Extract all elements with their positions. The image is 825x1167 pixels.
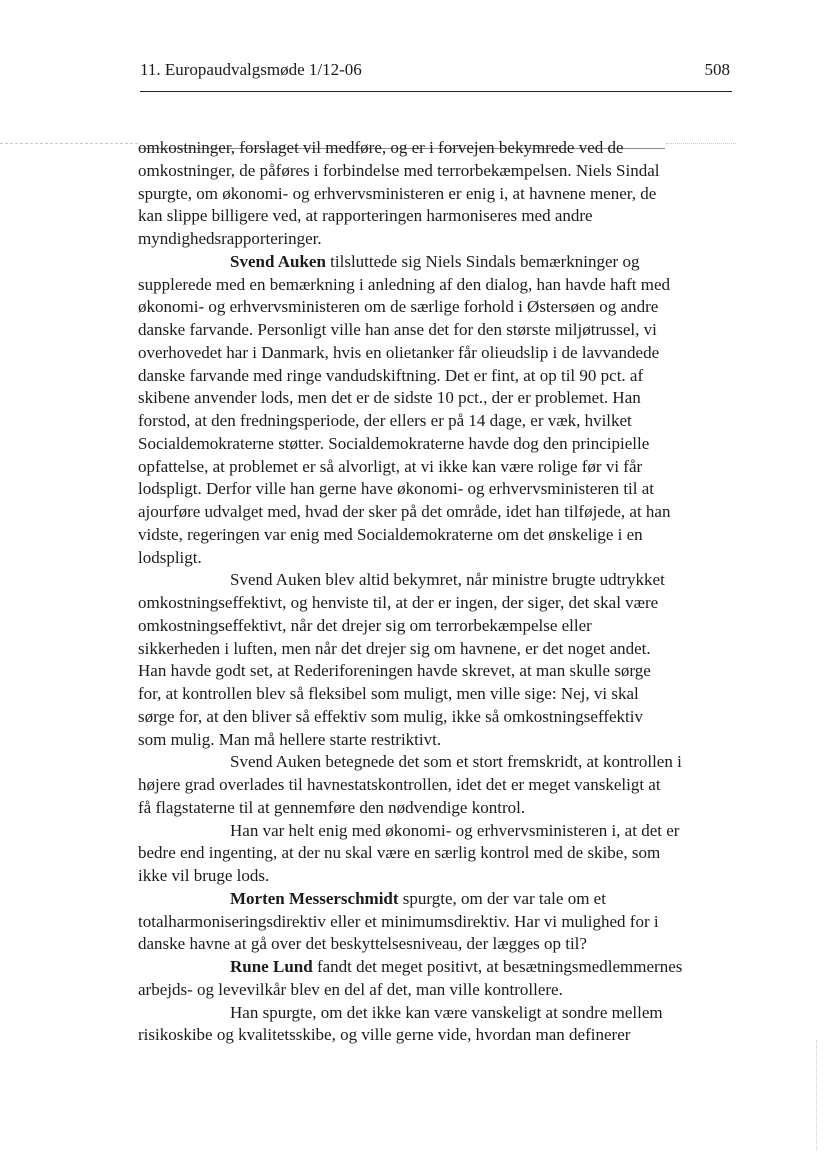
text-line: myndighedsrapporteringer. [138,229,322,248]
speaker-name: Morten Messerschmidt [230,888,399,908]
text-line: sørge for, at den bliver så effektiv som mulig, ikke så omkostningseffektiv [138,706,643,726]
text-line: som mulig. Man må hellere starte restriktivt. [138,729,442,749]
body-text [138,137,732,1047]
paragraph-first-line: Han spurgte, om det ikke kan være vanskeligt at sondre mellem [230,1002,663,1022]
text-line: totalharmoniseringsdirektiv eller et minimumsdirektiv. Har vi mulighed for i [138,911,659,931]
text-line: økonomi- og erhvervsministeren om de særlige forhold i Østersøen og andre [138,297,659,317]
text-line: ikke vil bruge lods. [138,866,270,885]
text-line: vidste, regeringen var enig med Socialdemokraterne om det ønskelige i en [138,524,643,544]
paragraph-text: fandt det meget positivt, at besætningsmedlemmernes [312,957,683,976]
text-line: omkostninger, forslaget vil medføre, og er i forvejen bekymrede ved de [138,138,624,157]
paragraph-first-line: Han var helt enig med økonomi- og erhvervsministeren i, at det er [230,820,680,840]
paragraph-text: tilsluttede sig Niels Sindals bemærkninger og [325,251,640,271]
text-line: omkostninger, de påføres i forbindelse med terrorbekæmpelsen. Niels Sindal [138,160,660,180]
page-number: 508 [704,60,730,79]
text-line: opfattelse, at problemet er så alvorligt, at vi ikke kan være rolige før vi får [138,456,643,476]
running-header-title: 11. Europaudvalgsmøde 1/12-06 [140,60,362,79]
text-line: lodspligt. Derfor ville han gerne have økonomi- og erhvervsministeren til at [138,479,655,499]
text-line: skibene anvender lods, men det er de sidste 10 pct., der er problemet. Han [138,388,641,408]
text-line: sikkerheden i luften, men når det drejer sig om havnene, er det noget andet. [138,638,651,658]
text-line: få flagstaterne til at gennemføre den nødvendige kontrol. [138,797,526,817]
text-line: for, at kontrollen blev så fleksibel som muligt, men ville sige: Nej, vi skal [138,684,639,703]
text-line: omkostningseffektivt, og henviste til, at der er ingen, der siger, det skal være [138,593,659,612]
text-line: arbejds- og levevilkår blev en del af det, man ville kontrollere. [138,979,563,999]
text-line: risikoskibe og kvalitetsskibe, og ville gerne vide, hvordan man definerer [138,1025,631,1045]
text-line: spurgte, om økonomi- og erhvervsministeren er enig i, at havnene mener, de [138,183,657,203]
text-line: ajourføre udvalget med, hvad der sker på det område, idet han tilføjede, at han [138,502,671,521]
text-line: supplerede med en bemærkning i anledning af den dialog, han havde haft med [138,274,671,294]
header-rule [140,91,732,92]
text-line: danske farvande. Personligt ville han anse det for den største miljøtrussel, vi [138,320,657,339]
text-line: lodspligt. [138,547,202,567]
text-line: kan slippe billigere ved, at rapporteringen harmoniseres med andre [138,206,593,226]
paragraph-first-line [138,888,732,911]
paragraph-text: spurgte, om der var tale om et [398,888,606,908]
text-line: danske havne at gå over det beskyttelsesniveau, der lægges op til? [138,934,587,954]
text-line: danske farvande med ringe vandudskiftning. Det er fint, at op til 90 pct. af [138,365,644,385]
paragraph-first-line: Svend Auken blev altid bekymret, når ministre brugte udtrykket [230,570,665,590]
scan-artifact-line [0,143,138,144]
text-line: højere grad overlades til havnestatskontrollen, idet det er meget vanskeligt at [138,775,661,794]
paragraph-first-line: Svend Auken betegnede det som et stort fremskridt, at kontrollen i [230,752,682,772]
text-line: omkostningseffektivt, når det drejer sig om terrorbekæmpelse eller [138,615,592,635]
text-line: bedre end ingenting, at der nu skal være en særlig kontrol med de skibe, som [138,843,661,863]
speaker-name: Svend Auken [230,251,326,271]
speaker-name: Rune Lund [230,957,313,976]
text-line: forstod, at den fredningsperiode, der ellers er på 14 dage, er væk, hvilket [138,411,632,430]
scan-edge-mark [816,1040,817,1150]
paragraph-first-line [138,956,732,979]
text-line: Socialdemokraterne støtter. Socialdemokraterne havde dog den principielle [138,433,650,453]
text-line: Han havde godt set, at Rederiforeningen havde skrevet, at man skulle sørge [138,661,651,681]
paragraph-first-line [138,251,732,274]
text-line: overhovedet har i Danmark, hvis en olietanker får olieudslip i de lavvandede [138,342,660,362]
